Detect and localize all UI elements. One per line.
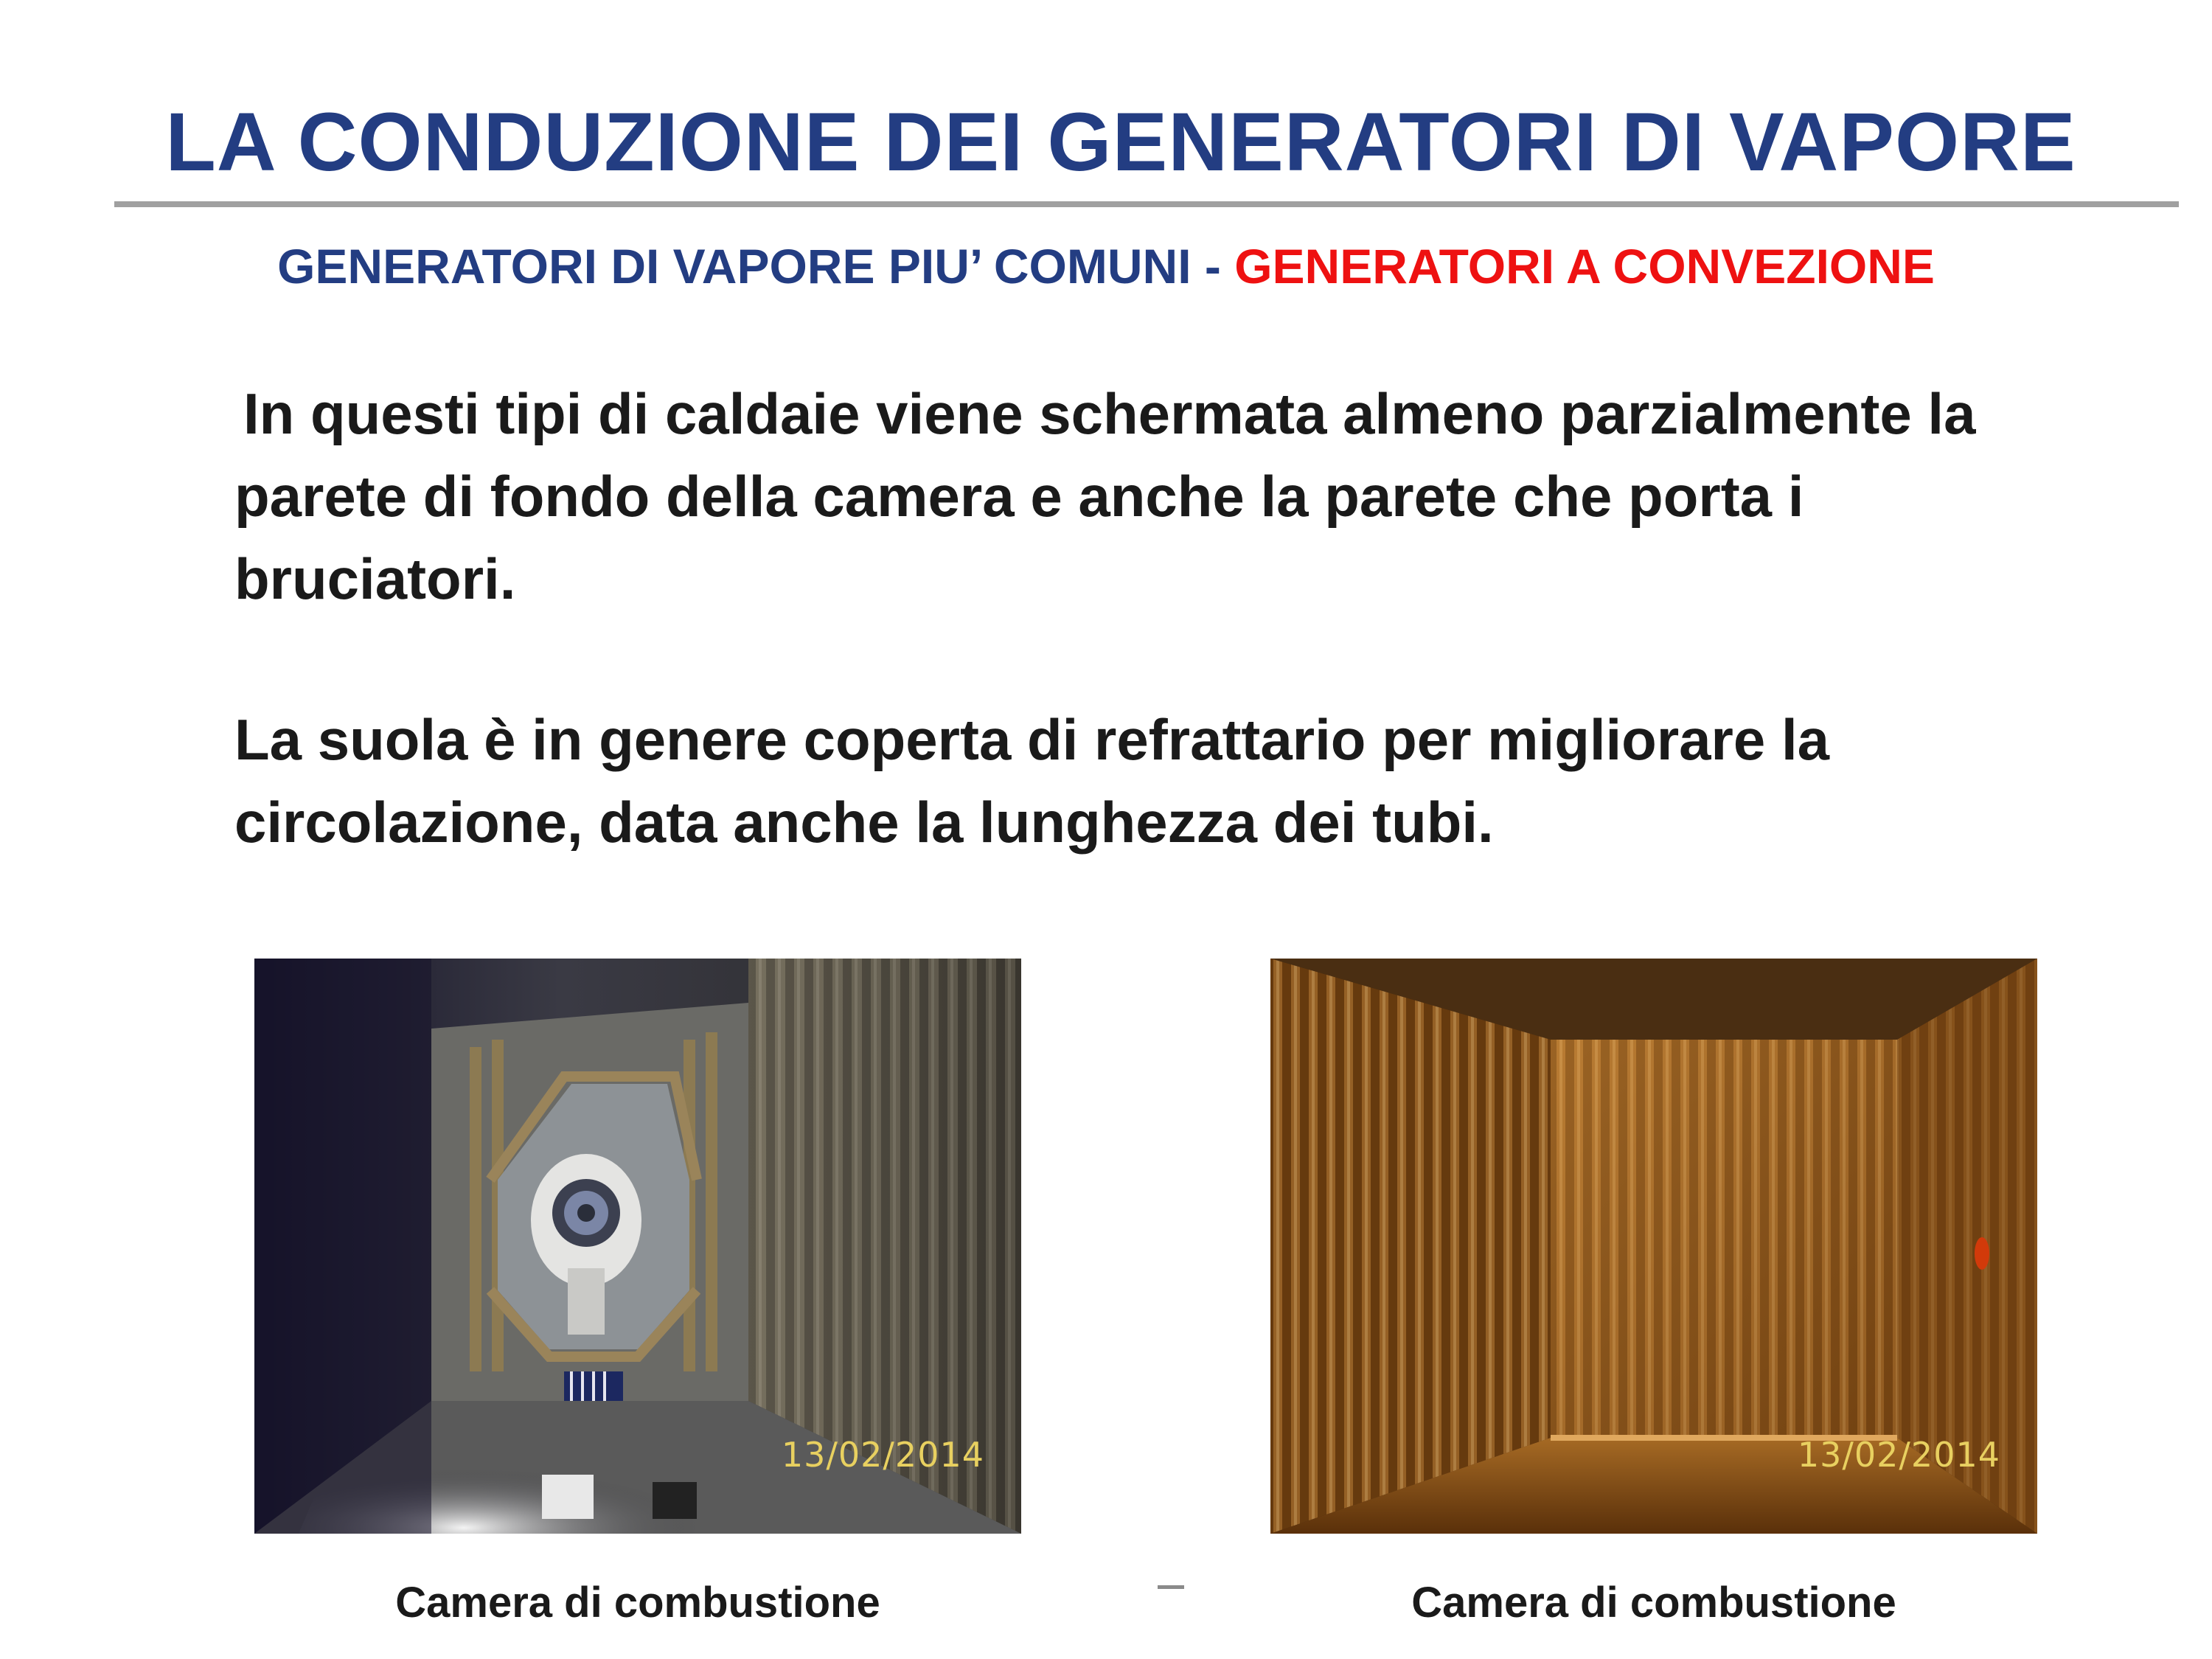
title-divider xyxy=(114,201,2179,207)
caption-right-photo: Camera di combustione xyxy=(1411,1579,1896,1627)
paragraph-refractory-floor: La suola è in genere coperta di refrattario per migliorare la circolazione, data anche la lunghezza dei tubi. xyxy=(234,707,1830,855)
slide-title: LA CONDUZIONE DEI GENERATORI DI VAPORE xyxy=(165,96,2076,188)
photo-combustion-chamber-interior xyxy=(1270,959,2037,1534)
separator-dash xyxy=(1158,1585,1184,1589)
date-stamp: 13/02/2014 xyxy=(781,1435,984,1475)
subtitle-accent: GENERATORI A CONVEZIONE xyxy=(1234,239,1935,293)
paragraph-screened-walls: In questi tipi di caldaie viene schermata almeno parzialmente la parete di fondo della camera e anche la parete che porta i bruciatori. xyxy=(234,381,1976,611)
slide-subtitle xyxy=(0,238,2212,294)
subtitle-main: GENERATORI DI VAPORE PIU’ COMUNI - xyxy=(277,239,1235,293)
photo-combustion-chamber-burner xyxy=(254,959,1021,1534)
date-stamp: 13/02/2014 xyxy=(1797,1435,2000,1475)
caption-left-photo: Camera di combustione xyxy=(395,1579,880,1627)
